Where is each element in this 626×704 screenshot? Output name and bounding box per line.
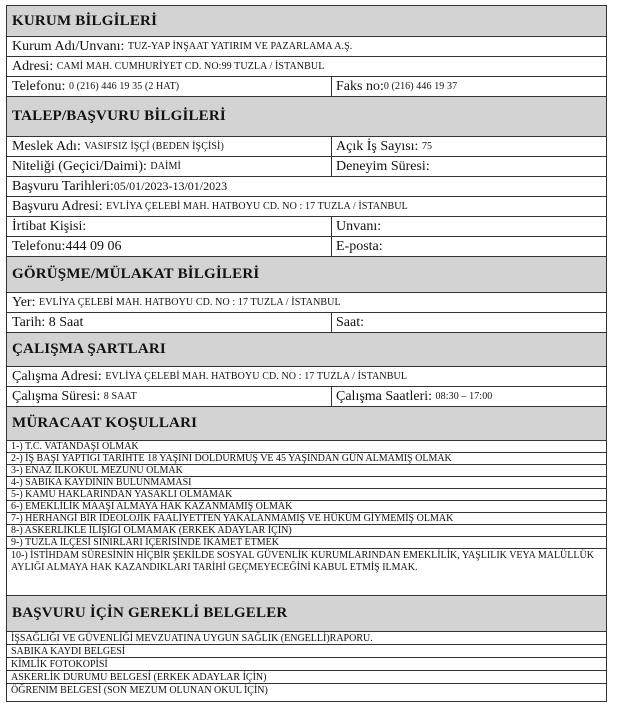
muracaat-item: 10-) İSTİHDAM SÜRESİNİN HİÇBİR ŞEKİLDE SOSYAL GÜVENLİK KURUMLARINDAN EMEKLİLİK, YAŞLILIK VEYA MALÜLLÜK AYLIĞI ALMAYA HAK KAZANDIKLARI TARİHİ GEÇMEYECEĞİNİ KABUL ETMİŞ ILMAK. <box>7 548 606 573</box>
row-gorusme-tarih-saat <box>7 312 606 332</box>
row-gorusme-yer <box>7 292 606 312</box>
talep-telefon-value: 444 09 06 <box>65 238 122 254</box>
kurum-faks-value: 0 (216) 446 19 37 <box>383 81 458 92</box>
muracaat-item: 7-) HERHANGİ BİR İDEOLOJİK FAALİYETTEN YAKALANMAMIŞ VE HÜKÜM GİYMEMİŞ OLMAK <box>7 512 606 524</box>
calisma-saatler-label: Çalışma Saatleri: <box>336 388 433 404</box>
row-basvuru-adresi <box>7 196 606 216</box>
row-kurum-adi <box>7 36 606 56</box>
basvuru-tarih-value: 05/01/2023-13/01/2023 <box>113 179 228 193</box>
kurum-adi-value: TUZ-YAP İNŞAAT YATIRIM VE PAZARLAMA A.Ş. <box>127 41 353 52</box>
row-meslek-acik-is <box>7 136 606 156</box>
belge-item: SABIKA KAYDI BELGESİ <box>7 644 606 657</box>
calisma-adres-label: Çalışma Adresi: <box>12 368 102 384</box>
basvuru-adres-value: EVLİYA ÇELEBİ MAH. HATBOYU CD. NO : 17 TUZLA / İSTANBUL <box>106 201 408 212</box>
row-calisma-sure-saatler <box>7 386 606 406</box>
job-posting-form <box>6 5 607 702</box>
kurum-adi-label: Kurum Adı/Unvanı: <box>12 38 125 54</box>
row-calisma-adresi <box>7 366 606 386</box>
kurum-telefon-value: 0 (216) 446 19 35 (2 HAT) <box>68 81 180 92</box>
nitelik-value: DAİMİ <box>150 161 181 172</box>
section-header-kurum: KURUM BİLGİLERİ <box>7 5 606 36</box>
row-telefon-eposta <box>7 236 606 256</box>
gorusme-yer-value: EVLİYA ÇELEBİ MAH. HATBOYU CD. NO : 17 TUZLA / İSTANBUL <box>38 297 341 308</box>
section-header-muracaat: MÜRACAAT KOŞULLARI <box>7 406 606 440</box>
gorusme-tarih-value: 8 Saat <box>48 314 84 330</box>
row-kurum-adres <box>7 56 606 76</box>
muracaat-item: 1-) T.C. VATANDAŞI OLMAK <box>7 440 606 452</box>
muracaat-item: 4-) SABIKA KAYDININ BULUNMAMASI <box>7 476 606 488</box>
eposta-label: E-posta: <box>336 238 383 254</box>
basvuru-adres-label: Başvuru Adresi: <box>12 198 103 214</box>
section-header-talep: TALEP/BAŞVURU BİLGİLERİ <box>7 96 606 136</box>
belge-item: ÖĞRENIM BELGESİ (SON MEZUM OLUNAN OKUL İÇİN) <box>7 683 606 697</box>
calisma-sure-value: 8 SAAT <box>103 391 137 402</box>
acik-is-value: 75 <box>421 141 433 152</box>
talep-telefon-label: Telefonu: <box>12 238 66 254</box>
belge-item: KİMLİK FOTOKOPİSİ <box>7 657 606 670</box>
muracaat-item: 5-) KAMU HAKLARINDAN YASAKLI OLMAMAK <box>7 488 606 500</box>
gorusme-tarih-label: Tarih: <box>12 314 46 330</box>
kurum-adres-value: CAMİ MAH. CUMHURİYET CD. NO:99 TUZLA / İSTANBUL <box>56 61 325 72</box>
calisma-adres-value: EVLİYA ÇELEBİ MAH. HATBOYU CD. NO : 17 TUZLA / İSTANBUL <box>105 371 408 382</box>
kurum-faks-label: Faks no: <box>336 78 384 94</box>
row-kurum-telefon-faks <box>7 76 606 96</box>
kurum-adres-label: Adresi: <box>12 58 54 74</box>
gorusme-saat-label: Saat: <box>336 314 364 330</box>
muracaat-item: 9-) TUZLA İLÇESİ SINIRLARI İÇERİSİNDE İKAMET ETMEK <box>7 536 606 548</box>
section-header-gorusme: GÖRÜŞME/MÜLAKAT BİLGİLERİ <box>7 256 606 292</box>
row-nitelik-deneyim <box>7 156 606 176</box>
row-irtibat-unvan <box>7 216 606 236</box>
basvuru-tarih-label: Başvuru Tarihleri: <box>12 178 114 194</box>
nitelik-label: Niteliği (Geçici/Daimi): <box>12 158 147 174</box>
belge-item: ASKERLİK DURUMU BELGESİ (ERKEK ADAYLAR İÇİN) <box>7 670 606 683</box>
section-header-calisma: ÇALIŞMA ŞARTLARI <box>7 332 606 366</box>
muracaat-item: 2-) İŞ BAŞI YAPTIĞI TARİHTE 18 YAŞINI DOLDURMUŞ VE 45 YAŞINDAN GÜN ALMAMIŞ OLMAK <box>7 452 606 464</box>
section-header-belgeler: BAŞVURU İÇİN GEREKLİ BELGELER <box>7 595 606 631</box>
meslek-label: Meslek Adı: <box>12 138 81 154</box>
belge-item: İŞSAĞLIĞI VE GÜVENLİĞİ MEVZUATINA UYGUN SAĞLIK (ENGELLİ)RAPORU. <box>7 631 606 644</box>
muracaat-item: 8-) ASKERLİKLE İLİŞİĞİ OLMAMAK (ERKEK ADAYLAR İÇİN) <box>7 524 606 536</box>
calisma-saatler-value: 08:30 – 17:00 <box>435 391 493 402</box>
calisma-sure-label: Çalışma Süresi: <box>12 388 101 404</box>
deneyim-label: Deneyim Süresi: <box>336 158 430 174</box>
irtibat-label: İrtibat Kişisi: <box>12 218 87 234</box>
unvan-label: Unvanı: <box>336 218 382 234</box>
acik-is-label: Açık İş Sayısı: <box>336 138 419 154</box>
meslek-value: VASIFSIZ İŞÇİ (BEDEN İŞÇİSİ) <box>84 141 224 152</box>
kurum-telefon-label: Telefonu: <box>12 78 66 94</box>
gorusme-yer-label: Yer: <box>12 294 36 310</box>
row-basvuru-tarihleri <box>7 176 606 196</box>
muracaat-item: 3-) ENAZ İLKOKUL MEZUNU OLMAK <box>7 464 606 476</box>
muracaat-item: 6-) EMEKLİLİK MAAŞI ALMAYA HAK KAZANMAMIŞ OLMAK <box>7 500 606 512</box>
